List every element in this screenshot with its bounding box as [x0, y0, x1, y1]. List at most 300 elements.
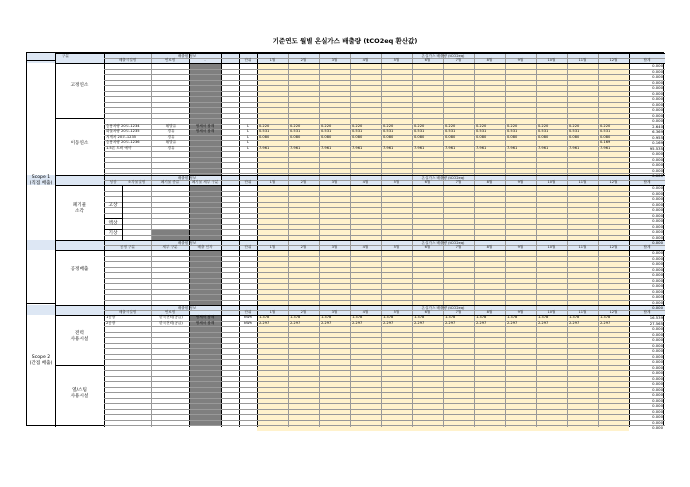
- mobile-row-value: 0.080: [476, 134, 487, 139]
- row-total: 0.000: [652, 408, 663, 414]
- mobile-row-value: 7.961: [383, 145, 394, 150]
- row-line: [104, 196, 665, 197]
- header-month: 6월: [424, 310, 431, 314]
- header-month: 12월: [609, 58, 618, 62]
- elec-row-fuel: 한국전력(공급): [159, 315, 183, 319]
- header-month: 3월: [331, 310, 338, 314]
- mobile-row-value: 0.220: [600, 123, 611, 128]
- mobile-row-value: 0.220: [476, 123, 487, 128]
- elec-row-value: 2.297: [414, 320, 425, 325]
- mobile-row-name: 지게차 20도-1235: [106, 134, 137, 139]
- header-unit: 단위: [244, 180, 252, 184]
- header-month: 10월: [547, 245, 556, 249]
- elec-row-calc: 명세서 참계: [195, 315, 215, 319]
- row-line: [104, 392, 665, 393]
- elec-row-value: 2.297: [569, 320, 580, 325]
- row-line: [104, 229, 122, 230]
- mobile-row-value: 0.220: [414, 123, 425, 128]
- header-gubun: 구분: [62, 54, 69, 58]
- row-total: 0.000: [652, 218, 663, 223]
- row-line: [104, 294, 665, 295]
- elec-row-name: 2공장: [106, 320, 116, 325]
- elec-row-value: 1.378: [600, 315, 611, 319]
- row-total: 0.000: [652, 212, 663, 218]
- page-title: 기준연도 월별 온실가스 배출량 (tCO2eq 환산값): [272, 37, 418, 45]
- header-month: 6월: [424, 245, 431, 249]
- row-total: 0.000: [652, 342, 663, 348]
- mobile-row-value: 0.531: [600, 129, 611, 133]
- mobile-row-value: 0.080: [383, 134, 394, 139]
- mobile-row-unit: L: [246, 123, 249, 128]
- mobile-row-value: 0.531: [476, 129, 487, 133]
- row-total: 95.535: [649, 145, 663, 151]
- row-line: [104, 74, 665, 75]
- mobile-row-value: 0.080: [290, 134, 301, 139]
- mobile-row-value: 0.080: [538, 134, 549, 139]
- header-month: 10월: [547, 310, 556, 314]
- row-total: 0.000: [652, 151, 663, 156]
- row-line: [104, 365, 665, 366]
- row-total: 0.000: [652, 386, 663, 392]
- row-total: 0.000: [652, 196, 663, 201]
- row-total: 0.000: [652, 375, 663, 381]
- header-month: 8월: [486, 245, 493, 249]
- row-total: 0.000: [652, 299, 663, 305]
- mobile-row-value: 0.080: [569, 134, 580, 139]
- mobile-row-value: 0.080: [352, 134, 363, 139]
- row-total: 0.000: [652, 425, 663, 430]
- row-total: 0.000: [652, 201, 663, 207]
- row-line: [55, 185, 665, 186]
- elec-h-facility: 배출시설명: [118, 310, 137, 314]
- header-unit: 단위: [244, 310, 252, 314]
- mobile-row-value: 0.220: [538, 123, 549, 128]
- row-total: 0.000: [652, 68, 663, 74]
- header-fuel: 연료명: [164, 58, 176, 62]
- row-line: [55, 250, 665, 251]
- waste-label: 폐기물 소각: [72, 203, 87, 215]
- row-line: [104, 354, 665, 355]
- header-total: 합계: [643, 58, 651, 62]
- header-month: 12월: [609, 245, 618, 249]
- mobile-row-value: 0.080: [259, 134, 270, 139]
- row-line: [104, 218, 122, 219]
- mobile-row-value: 7.961: [445, 145, 456, 150]
- header-month: 2월: [300, 245, 307, 249]
- row-line: [104, 409, 665, 410]
- row-total: 0.955: [652, 134, 663, 140]
- elec-h-fuel: 연료명: [164, 310, 176, 314]
- header-month: 9월: [517, 245, 524, 249]
- elec-row-fuel: 한국전력(공급): [159, 320, 183, 325]
- row-line: [104, 207, 665, 208]
- mobile-row-fuel: 휘발유: [165, 123, 177, 128]
- row-line: [104, 420, 665, 421]
- mobile-row-fuel: 경유: [167, 145, 175, 150]
- header-month: 8월: [486, 180, 493, 184]
- header-info: 배출원 정보: [177, 175, 197, 180]
- row-total: 0.169: [652, 140, 663, 145]
- mobile-row-value: 0.220: [569, 123, 580, 128]
- row-line: [104, 348, 665, 349]
- fixed-label: 고정연소: [70, 83, 89, 88]
- row-total: 0.000: [652, 234, 663, 240]
- mobile-row-calc: 명세서 참계: [195, 123, 215, 128]
- header-month: 8월: [486, 58, 493, 62]
- row-total: 0.000: [652, 294, 663, 299]
- row-total: 0.000: [652, 156, 663, 162]
- mobile-row-value: 0.220: [507, 123, 518, 128]
- mobile-row-unit: L: [246, 140, 249, 144]
- header-month: 4월: [362, 180, 369, 184]
- row-total: 0.000: [652, 173, 663, 178]
- waste-h-state: 성상: [109, 180, 117, 184]
- mobile-row-value: 0.531: [538, 129, 549, 133]
- row-line: [104, 85, 665, 86]
- elec-row-value: 1.378: [445, 315, 456, 319]
- row-line: [27, 303, 55, 304]
- column-line: [122, 185, 123, 240]
- header-month: 8월: [486, 310, 493, 314]
- proc-h1: 공정 구분: [119, 245, 136, 249]
- header-emission: 온실가스 배출량 (tCO2eq): [421, 240, 465, 245]
- header-month: 2월: [300, 180, 307, 184]
- row-line: [104, 326, 665, 327]
- mobile-row-calc: 명세서 참계: [195, 129, 215, 133]
- elec-row-value: 1.378: [414, 315, 425, 319]
- elec-row-unit: kWh: [244, 320, 252, 325]
- row-line: [104, 162, 665, 163]
- mobile-row-value: 0.531: [383, 129, 394, 133]
- row-line: [104, 289, 665, 290]
- elec-row-value: 2.297: [600, 320, 611, 325]
- row-line: [104, 256, 665, 257]
- row-line: [104, 403, 665, 404]
- mobile-row-value: 0.531: [321, 129, 332, 133]
- header-facility: 배출시설명: [118, 58, 137, 62]
- row-total: 0.000: [652, 112, 663, 118]
- row-total: 0.000: [652, 229, 663, 234]
- row-line: [104, 425, 665, 426]
- row-total: 0.000: [652, 277, 663, 283]
- row-line: [104, 218, 665, 219]
- row-line: [104, 202, 665, 203]
- mobile-row-value: 0.080: [414, 134, 425, 139]
- row-line: [104, 278, 665, 279]
- row-line: [104, 283, 665, 284]
- mobile-row-value: 0.531: [445, 129, 456, 133]
- mobile-row-value: 0.220: [445, 123, 456, 128]
- row-line: [104, 376, 665, 377]
- header-month: 3월: [331, 245, 338, 249]
- mobile-row-name: 승용차량 20도-1234: [106, 123, 140, 128]
- row-line: [104, 102, 665, 103]
- mobile-row-value: 0.220: [321, 123, 332, 128]
- header-month: 7월: [455, 245, 462, 249]
- row-total: 0.000: [652, 397, 663, 403]
- row-total: 0.000: [652, 74, 663, 79]
- row-total: 0.000: [652, 414, 663, 419]
- row-line: [104, 91, 665, 92]
- row-line: [104, 173, 665, 174]
- row-total: 0.000: [652, 283, 663, 288]
- row-line: [27, 60, 55, 61]
- header-dash: -: [204, 58, 206, 62]
- row-total: 0.000: [652, 305, 663, 310]
- header-unit: 단위: [244, 245, 252, 249]
- mobile-label: 이동연소: [70, 141, 89, 146]
- row-total: 0.000: [652, 118, 663, 123]
- mobile-row-value: 0.080: [321, 134, 332, 139]
- row-total: 0.000: [652, 326, 663, 331]
- row-line: [55, 63, 665, 64]
- waste-h-name: 소각물질명: [127, 180, 146, 184]
- header-month: 12월: [609, 180, 618, 184]
- header-month: 11월: [578, 58, 587, 62]
- row-total: 0.000: [652, 79, 663, 85]
- header-month: 1월: [269, 245, 276, 249]
- header-month: 11월: [578, 180, 587, 184]
- elec-row-value: 2.297: [259, 320, 270, 325]
- proc-h2: 세부 구분: [162, 245, 178, 249]
- mobile-row-value: 7.961: [476, 145, 487, 150]
- mobile-row-name: 1.5톤 트럭 예약: [106, 145, 132, 150]
- header-month: 6월: [424, 58, 431, 62]
- header-month: 4월: [362, 310, 369, 314]
- mobile-row-value: 0.080: [600, 134, 611, 139]
- elec-row-calc: 명세서 참계: [195, 320, 215, 325]
- row-total: 6.369: [652, 129, 663, 134]
- row-line: [104, 157, 665, 158]
- header-total: 합계: [643, 180, 651, 184]
- header-month: 7월: [455, 180, 462, 184]
- row-total: 0.000: [652, 261, 663, 266]
- header-month: 12월: [609, 310, 618, 314]
- mobile-row-value: 0.531: [290, 129, 301, 133]
- elec-row-name: 1공장: [106, 315, 116, 319]
- row-line: [104, 337, 665, 338]
- elec-row-value: 1.378: [507, 315, 518, 319]
- row-line: [104, 370, 665, 371]
- header-month: 9월: [517, 180, 524, 184]
- mobile-row-value: 0.220: [290, 123, 301, 128]
- mobile-row-value: 7.961: [321, 145, 332, 150]
- row-line: [104, 300, 665, 301]
- waste-solid: 고상: [108, 203, 118, 208]
- row-total: 0.000: [652, 190, 663, 196]
- elec-row-value: 2.297: [507, 320, 518, 325]
- row-total: 0.000: [652, 419, 663, 425]
- elec-label: 전력 사용시설: [70, 331, 89, 343]
- waste-liquid: 액상: [108, 221, 118, 226]
- mobile-row-value: 0.080: [445, 134, 456, 139]
- row-total: 0.000: [652, 348, 663, 353]
- row-line: [104, 414, 665, 415]
- waste-h-type: 폐기물 종류: [160, 180, 180, 184]
- header-month: 7월: [455, 58, 462, 62]
- header-month: 1월: [269, 310, 276, 314]
- elec-row-value: 1.378: [290, 315, 301, 319]
- elec-row-value: 2.297: [383, 320, 394, 325]
- mobile-row-unit: L: [246, 145, 249, 150]
- row-line: [104, 151, 665, 152]
- header-month: 7월: [455, 310, 462, 314]
- proc-h3: 배출 인자: [197, 245, 213, 249]
- header-month: 5월: [393, 310, 400, 314]
- row-total: 0.000: [652, 162, 663, 167]
- header-month: 3월: [331, 58, 338, 62]
- mobile-row-unit: L: [246, 134, 249, 139]
- header-info: 배출원 정보: [177, 53, 197, 58]
- elec-row-value: 2.297: [352, 320, 363, 325]
- mobile-row-value: 0.220: [383, 123, 394, 128]
- steam-label: 열/스팀 사용시설: [70, 388, 89, 400]
- row-line: [55, 365, 104, 366]
- header-month: 9월: [517, 58, 524, 62]
- header-emission: 온실가스 배출량 (tCO2eq): [421, 175, 465, 180]
- row-line: [104, 235, 665, 236]
- elec-row-value: 2.297: [321, 320, 332, 325]
- header-month: 5월: [393, 180, 400, 184]
- row-total: 0.000: [652, 223, 663, 229]
- mobile-row-value: 0.531: [569, 129, 580, 133]
- row-line: [104, 213, 665, 214]
- mobile-row-value: 7.961: [290, 145, 301, 150]
- row-line: [104, 168, 665, 169]
- header-month: 10월: [547, 58, 556, 62]
- row-line: [104, 261, 665, 262]
- mobile-row-value: 7.961: [569, 145, 580, 150]
- row-line: [104, 80, 665, 81]
- mobile-row-value: 7.961: [414, 145, 425, 150]
- header-month: 2월: [300, 58, 307, 62]
- row-line: [104, 359, 665, 360]
- row-total: 0.000: [652, 364, 663, 370]
- elec-row-value: 1.378: [259, 315, 270, 319]
- row-line: [104, 229, 665, 230]
- mobile-row-value: 0.169: [600, 140, 611, 144]
- row-line: [104, 398, 665, 399]
- row-line: [104, 332, 665, 333]
- mobile-row-name: 화물차량 20도-1235: [106, 129, 140, 133]
- header-month: 5월: [393, 245, 400, 249]
- row-line: [104, 224, 665, 225]
- row-line: [104, 272, 665, 273]
- row-total: 0.000: [652, 353, 663, 359]
- mobile-row-value: 7.961: [259, 145, 270, 150]
- header-month: 1월: [269, 58, 276, 62]
- header-info: 배출원 정보: [177, 240, 197, 245]
- elec-row-value: 2.297: [290, 320, 301, 325]
- row-total: 0.000: [652, 185, 663, 190]
- row-line: [55, 118, 104, 119]
- row-total: 27.565: [649, 320, 663, 326]
- waste-h-detail: 폐기물 세부 구분: [191, 180, 219, 184]
- mobile-row-value: 0.531: [352, 129, 363, 133]
- header-month: 6월: [424, 180, 431, 184]
- header-emission: 온실가스 배출량 (tCO2eq): [421, 305, 465, 310]
- mobile-row-name: 승용차량 20도-1236: [106, 140, 140, 144]
- row-line: [104, 191, 665, 192]
- row-total: 0.000: [652, 255, 663, 261]
- row-total: 0.000: [652, 101, 663, 107]
- mobile-row-value: 0.220: [352, 123, 363, 128]
- header-info: 배출원 정보: [177, 305, 197, 310]
- header-month: 11월: [578, 245, 587, 249]
- mobile-row-value: 0.531: [414, 129, 425, 133]
- header-month: 4월: [362, 58, 369, 62]
- header-unit: 단위: [244, 58, 252, 62]
- header-month: 2월: [300, 310, 307, 314]
- mobile-row-value: 7.961: [538, 145, 549, 150]
- elec-row-unit: kWh: [244, 315, 252, 319]
- header-month: 11월: [578, 310, 587, 314]
- row-line: [104, 107, 665, 108]
- row-line: [104, 267, 665, 268]
- elec-row-value: 1.378: [569, 315, 580, 319]
- mobile-row-fuel: 경유: [167, 129, 175, 133]
- elec-row-value: 1.378: [538, 315, 549, 319]
- elec-row-value: 2.297: [538, 320, 549, 325]
- process-label: 공정배출: [70, 267, 89, 272]
- mobile-row-value: 7.961: [600, 145, 611, 150]
- emission-sheet: [26, 52, 664, 430]
- mobile-row-value: 7.961: [352, 145, 363, 150]
- scope1-label: Scope 1 (직접 배출): [29, 175, 53, 187]
- row-line: [104, 96, 665, 97]
- elec-row-value: 1.378: [321, 315, 332, 319]
- header-total: 합계: [643, 245, 651, 249]
- header-month: 10월: [547, 180, 556, 184]
- waste-gas: 기상: [108, 231, 118, 236]
- mobile-row-value: 0.531: [259, 129, 270, 133]
- elec-row-value: 1.378: [352, 315, 363, 319]
- row-total: 0.000: [652, 272, 663, 277]
- scope2-label: Scope 2 (간접 배출): [29, 355, 53, 367]
- row-total: 2.640: [652, 123, 663, 129]
- row-total: 0.000: [652, 337, 663, 342]
- row-total: 0.000: [652, 392, 663, 397]
- header-month: 5월: [393, 58, 400, 62]
- elec-row-value: 1.378: [383, 315, 394, 319]
- row-total: 0.000: [652, 370, 663, 375]
- mobile-row-unit: L: [246, 129, 249, 133]
- row-total: 0.000: [652, 403, 663, 408]
- mobile-row-value: 0.531: [507, 129, 518, 133]
- row-total: 0.000: [652, 331, 663, 337]
- mobile-row-fuel: 경유: [167, 134, 175, 139]
- row-total: 0.000: [652, 63, 663, 68]
- header-month: 4월: [362, 245, 369, 249]
- row-line: [104, 387, 665, 388]
- elec-row-value: 2.297: [445, 320, 456, 325]
- row-total: 0.000: [652, 107, 663, 112]
- header-emission: 온실가스 배출량 (tCO2eq): [421, 53, 465, 58]
- row-total: 0.000: [652, 167, 663, 173]
- row-total: 0.000: [652, 96, 663, 101]
- row-total: 0.000: [652, 250, 663, 255]
- row-total: 0.000: [652, 240, 663, 245]
- mobile-row-fuel: 휘발유: [165, 140, 177, 144]
- row-total: 0.000: [652, 288, 663, 294]
- elec-row-value: 2.297: [476, 320, 487, 325]
- header-month: 1월: [269, 180, 276, 184]
- row-total: 0.000: [652, 381, 663, 386]
- row-line: [104, 381, 665, 382]
- row-line: [104, 69, 665, 70]
- row-total: 0.000: [652, 207, 663, 212]
- header-total: 합계: [643, 310, 651, 314]
